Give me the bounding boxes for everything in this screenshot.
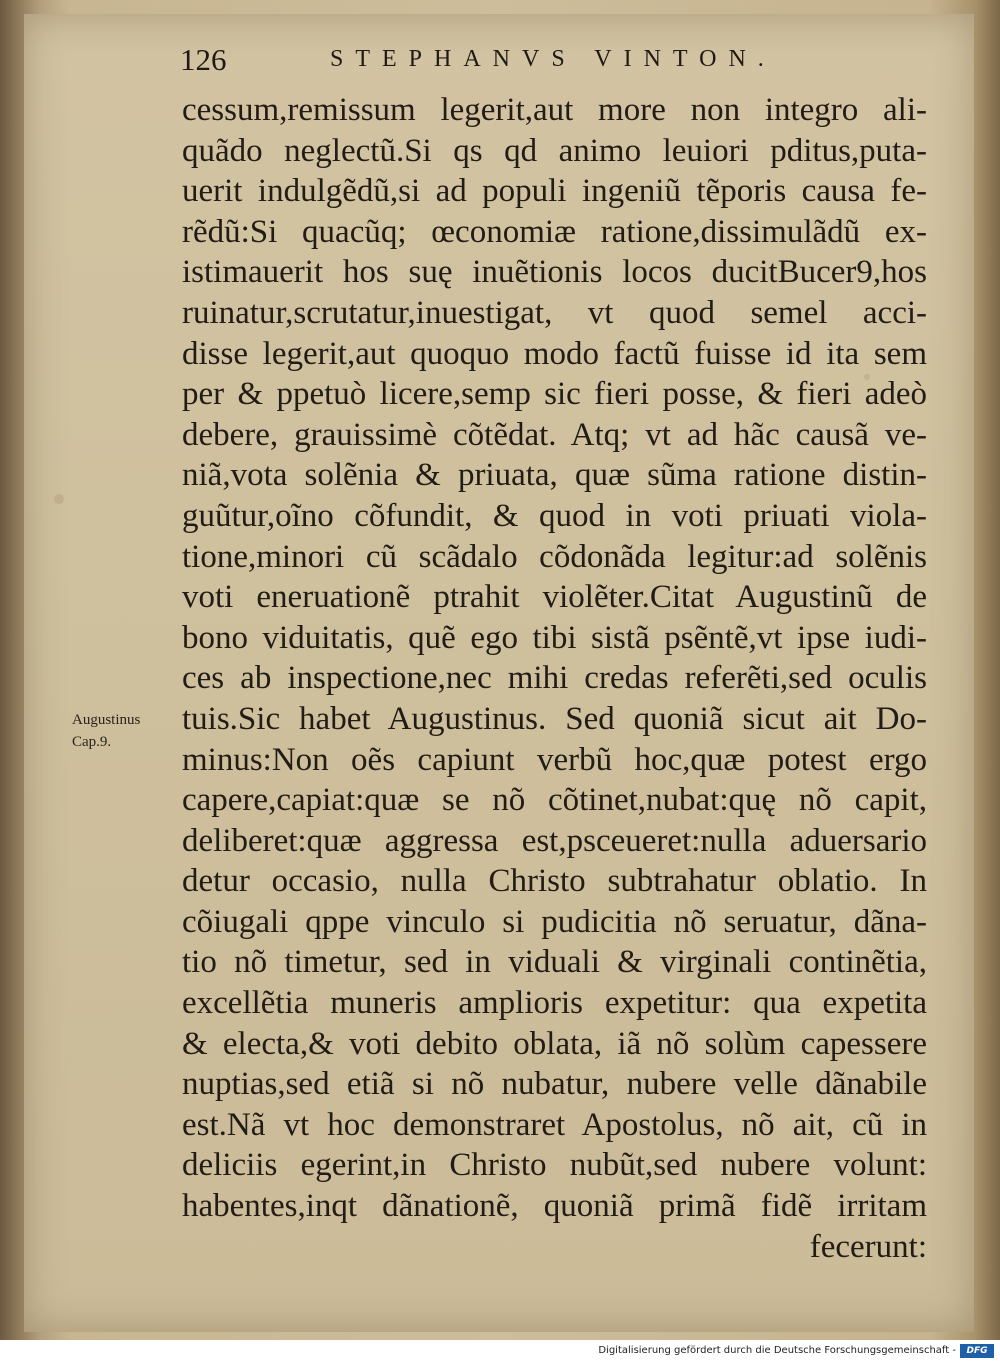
text-line: habentes,inqt dãnationẽ, quoniã primã fidẽ irritam (182, 1188, 927, 1225)
footer-bar (0, 1340, 1000, 1363)
text-line: detur occasio, nulla Christo subtrahatur oblatio. In (182, 863, 927, 900)
text-line: uerit indulgẽdũ,si ad populi ingeniũ tẽporis causa fe- (182, 173, 927, 210)
running-title: STEPHANVS VINTON. (330, 46, 776, 72)
text-line: rẽdũ:Si quacũq; œconomiæ ratione,dissimulãdũ ex- (182, 213, 927, 250)
text-line: tuis.Sic habet Augustinus. Sed quoniã sicut ait Do- (182, 700, 927, 737)
text-line: voti eneruationẽ ptrahit violẽter.Citat Augustinũ de (182, 579, 927, 616)
marginal-note-line: Cap.9. (72, 734, 112, 750)
text-line: cõiugali qppe vinculo si pudicitia nõ seruatur, dãna- (182, 903, 927, 940)
text-line: & electa,& voti debito oblata, iã nõ solùm capessere (182, 1025, 927, 1062)
text-line: excellẽtia muneris amplioris expetitur: qua expetita (182, 985, 927, 1022)
text-line: quãdo neglectũ.Si qs qd animo leuiori pditus,puta- (182, 132, 927, 169)
text-line: deliciis egerint,in Christo nubũt,sed nubere volunt: (182, 1147, 927, 1184)
text-line: nuptias,sed etiã si nõ nubatur, nubere velle dãnabile (182, 1066, 927, 1103)
paper-stain (54, 494, 64, 504)
text-line: ces ab inspectione,nec mihi credas referẽti,sed oculis (182, 660, 927, 697)
dfg-logo: DFG (960, 1344, 994, 1358)
text-line: fecerunt: (809, 1228, 927, 1265)
text-line: tione,minori cũ scãdalo cõdonãda legitur:ad solẽnis (182, 538, 927, 575)
text-line: deliberet:quæ aggressa est,psceueret:nulla aduersario (182, 822, 927, 859)
text-line: cessum,remissum legerit,aut more non integro ali- (182, 92, 927, 128)
text-line: disse legerit,aut quoquo modo factũ fuisse id ita sem (182, 335, 927, 372)
text-line: guũtur,oĩno cõfundit, & quod in voti priuati viola- (182, 497, 927, 534)
marginal-note (72, 709, 140, 753)
text-line: per & ppetuò licere,semp sic fieri posse, & fieri adeò (182, 376, 927, 413)
text-line: bono viduitatis, quẽ ego tibi sistã psẽntẽ,vt ipse iudi- (182, 619, 927, 656)
body-text (182, 90, 927, 1267)
page-number: 126 (180, 42, 227, 77)
text-line: est.Nã vt hoc demonstraret Apostolus, nõ ait, cũ in (182, 1106, 927, 1143)
marginal-note-line: Augustinus (72, 712, 141, 728)
text-line: capere,capiat:quæ se nõ cõtinet,nubat:quę nõ capit, (182, 782, 927, 819)
text-line: istimauerit hos suę inuẽtionis locos ducitBucer9,hos (182, 254, 927, 291)
text-line: tio nõ timetur, sed in viduali & virginali continẽtia, (182, 944, 927, 981)
text-line: ruinatur,scrutatur,inuestigat, vt quod semel acci- (182, 294, 927, 331)
text-line: niã,vota solẽnia & priuata, quæ sũma ratione distin- (182, 457, 927, 494)
text-line: minus:Non oẽs capiunt verbũ hoc,quæ potest ergo (182, 741, 927, 778)
running-head (180, 42, 930, 86)
footer-credit: Digitalisierung gefördert durch die Deutsche Forschungsgemeinschaft - (598, 1345, 956, 1356)
text-line: debere, grauissimè cõtẽdat. Atq; vt ad hãc causã ve- (182, 416, 927, 453)
